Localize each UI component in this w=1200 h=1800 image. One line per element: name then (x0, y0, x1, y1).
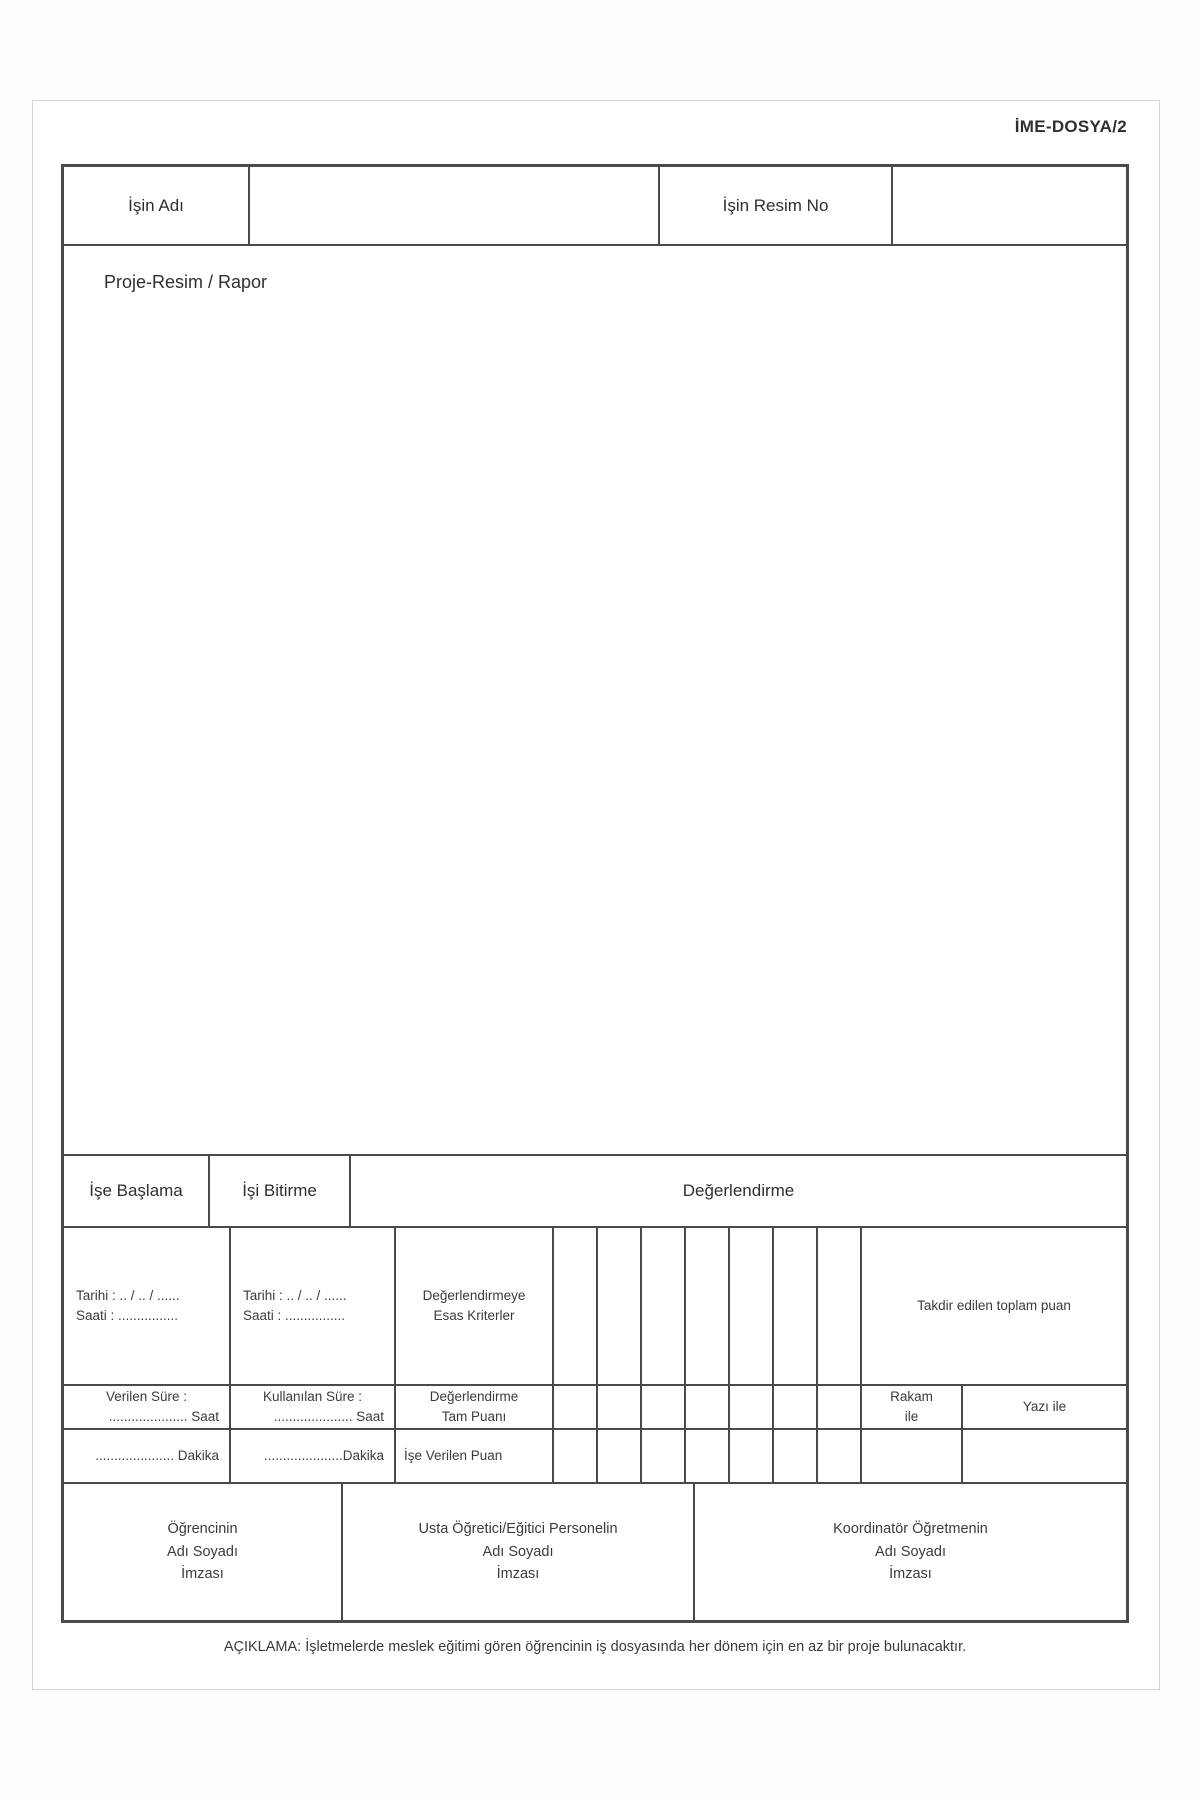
finish-date-line: Tarihi : .. / .. / ...... (243, 1287, 347, 1303)
trainer-signature-label: Usta Öğretici/Eğitici Personelin Adı Soyadı İmzası (418, 1521, 618, 1583)
explanation-note: AÇIKLAMA: İşletmelerde meslek eğitimi gören öğrencinin iş dosyasında her dönem için en az bir proje bulunacaktır. (223, 1639, 967, 1655)
criteria-score-cell (640, 1386, 684, 1428)
job-drawing-no-value-cell (891, 167, 1126, 244)
job-name-label-cell (64, 167, 248, 244)
evaluation-form-table (61, 164, 1129, 1623)
signatures-row (64, 1482, 1126, 1620)
used-duration-blank: ..................... Saat (273, 1409, 384, 1424)
job-given-score-label: İşe Verilen Puan (404, 1447, 503, 1463)
criteria-score-cell (684, 1386, 728, 1428)
score-in-words-cell (961, 1386, 1126, 1428)
trainer-signature-cell (341, 1484, 693, 1620)
project-drawing-report-area (64, 246, 1126, 1154)
start-datetime-cell (64, 1228, 229, 1384)
job-header-row (64, 167, 1126, 244)
doc-code: İME-DOSYA/2 (1014, 117, 1127, 136)
given-duration-label: Verilen Süre : (105, 1388, 188, 1404)
coordinator-signature-cell (693, 1484, 1126, 1620)
criteria-score-cell (596, 1430, 640, 1482)
student-signature-cell (64, 1484, 341, 1620)
used-duration-cell (229, 1386, 394, 1428)
evaluation-header: Değerlendirme (682, 1181, 795, 1200)
criteria-score-columns (552, 1430, 860, 1482)
project-report-row (64, 244, 1126, 1154)
criteria-score-cell (596, 1386, 640, 1428)
criteria-score-cell (772, 1228, 816, 1384)
form-page (32, 100, 1160, 1690)
finish-time-line: Saati : ................ (243, 1308, 346, 1323)
given-duration-blank: ..................... Saat (108, 1409, 219, 1424)
total-awarded-points-label: Takdir edilen toplam puan (917, 1297, 1071, 1313)
start-time-line: Saati : ................ (76, 1308, 179, 1323)
score-in-digits-label: Rakam ile (890, 1388, 933, 1424)
coordinator-signature-label: Koordinatör Öğretmenin Adı Soyadı İmzası (833, 1521, 988, 1583)
minutes-jobscore-row (64, 1428, 1126, 1482)
used-minutes-cell (229, 1430, 394, 1482)
criteria-score-cell (554, 1386, 596, 1428)
evaluation-header-cell (349, 1156, 1126, 1226)
duration-fullscore-row (64, 1384, 1126, 1428)
criteria-score-cell (728, 1386, 772, 1428)
project-area-label: Proje-Resim / Rapor (104, 272, 268, 292)
start-work-header: İşe Başlama (89, 1181, 183, 1200)
criteria-score-cell (554, 1228, 596, 1384)
score-in-words-label: Yazı ile (1022, 1398, 1067, 1414)
criteria-score-cell (816, 1228, 860, 1384)
start-work-header-cell (64, 1156, 208, 1226)
start-date-line: Tarihi : .. / .. / ...... (76, 1287, 180, 1303)
evaluation-criteria-label: Değerlendirmeye Esas Kriterler (422, 1287, 526, 1323)
criteria-score-cell (772, 1430, 816, 1482)
finish-datetime-cell (229, 1228, 394, 1384)
finish-work-header: İşi Bitirme (242, 1181, 317, 1200)
criteria-score-cell (772, 1386, 816, 1428)
datetime-criteria-row (64, 1226, 1126, 1384)
student-signature-label: Öğrencinin Adı Soyadı İmzası (167, 1521, 238, 1583)
criteria-score-columns (552, 1228, 860, 1384)
given-minutes-cell (64, 1430, 229, 1482)
total-awarded-points-cell (860, 1228, 1126, 1384)
job-name-value-cell (248, 167, 658, 244)
used-minutes-blank: .....................Dakika (263, 1447, 384, 1463)
criteria-score-cell (728, 1228, 772, 1384)
evaluation-criteria-label-cell (394, 1228, 552, 1384)
criteria-score-cell (554, 1430, 596, 1482)
score-in-words-blank-cell (961, 1430, 1126, 1482)
job-drawing-no-label-cell (658, 167, 891, 244)
job-name-label: İşin Adı (128, 195, 184, 215)
criteria-score-cell (596, 1228, 640, 1384)
criteria-score-cell (816, 1386, 860, 1428)
criteria-score-columns (552, 1386, 860, 1428)
evaluation-full-score-label: Değerlendirme Tam Puanı (429, 1388, 519, 1424)
criteria-score-cell (640, 1228, 684, 1384)
criteria-score-cell (684, 1228, 728, 1384)
score-in-digits-blank-cell (860, 1430, 961, 1482)
criteria-score-cell (728, 1430, 772, 1482)
given-duration-cell (64, 1386, 229, 1428)
criteria-score-cell (816, 1430, 860, 1482)
criteria-score-cell (640, 1430, 684, 1482)
score-in-digits-cell (860, 1386, 961, 1428)
section-header-row (64, 1154, 1126, 1226)
job-drawing-no-label: İşin Resim No (722, 195, 829, 215)
given-minutes-blank: ..................... Dakika (95, 1447, 219, 1463)
used-duration-label: Kullanılan Süre : (262, 1388, 363, 1404)
evaluation-full-score-cell (394, 1386, 552, 1428)
finish-work-header-cell (208, 1156, 349, 1226)
job-given-score-cell (394, 1430, 552, 1482)
criteria-score-cell (684, 1430, 728, 1482)
